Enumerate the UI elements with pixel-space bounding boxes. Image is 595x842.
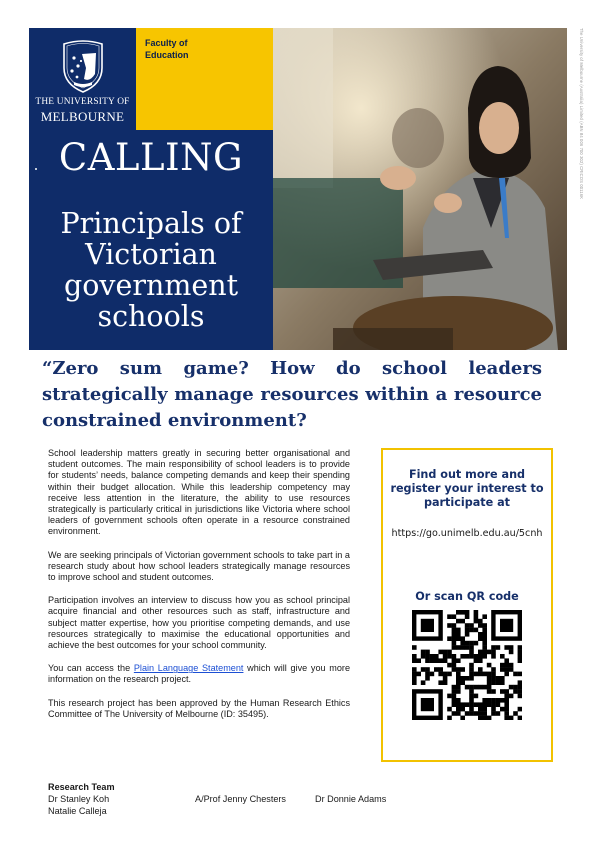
faculty-line2: Education <box>145 50 189 60</box>
faculty-line1: Faculty of <box>145 38 188 48</box>
research-question: “Zero sum game? How do school leaders strategically manage resources within a resource constrained environment? <box>42 358 542 431</box>
header-banner <box>29 28 567 350</box>
target-line2: Victorian <box>85 238 217 271</box>
faculty-panel <box>136 28 273 130</box>
scan-qr-label: Or scan QR code <box>415 590 519 603</box>
team-member: Dr Stanley Koh <box>48 794 110 804</box>
pls-text-after: which will give you more information on the research project. <box>48 663 351 685</box>
cta-line1: Find out more and <box>408 468 526 481</box>
body-text <box>48 448 350 732</box>
university-name-line2: MELBOURNE <box>40 109 125 124</box>
target-line1: Principals of <box>60 207 242 240</box>
pls-text-before: You can access the <box>48 663 134 674</box>
university-name-line1: THE UNIVERSITY OF <box>35 97 130 107</box>
research-team <box>48 782 468 816</box>
qr-code-icon[interactable] <box>412 610 522 720</box>
team-member: Dr Donnie Adams <box>315 794 387 804</box>
faculty-label <box>145 37 189 61</box>
cta-line3: participate at <box>423 496 510 509</box>
cta-heading <box>383 468 551 510</box>
navy-panel <box>29 28 273 350</box>
call-to-action-box <box>381 448 553 762</box>
cta-line2: register your interest to <box>390 482 544 495</box>
team-member: A/Prof Jenny Chesters <box>195 794 286 804</box>
paragraph-pls <box>48 663 350 685</box>
target-line3: government <box>63 269 239 302</box>
vertical-fine-print: The University of Melbourne (Australia) Limited (ABN 84 006 700 302) CRICOS 00116K <box>579 28 584 200</box>
paragraph-participation: Participation involves an interview to discuss how you as school principal acquire financial and other resources such as staff, infrastructure and subject matter expertise, how you prioritise competing demands, and use resources strategically to maximise the educational opportunities and achieve the best outcomes for your school community. <box>48 595 350 651</box>
team-member: Natalie Calleja <box>48 806 107 816</box>
research-team-heading: Research Team <box>48 782 115 792</box>
registration-url-link[interactable]: https://go.unimelb.edu.au/5cnh <box>391 528 543 539</box>
paragraph-intro: School leadership matters greatly in securing better organisational and student outcomes. The main responsibility of school leaders is to provide for students’ needs, balance competing demands and keep their spending within their budget allocation. While this leadership competency may receive less attention in the literature, the ability to use resources strategically is particularly critical in jurisdictions like Victoria where school leaders of government schools often operate in a resource constrained environment. <box>48 448 350 537</box>
crest-icon <box>60 38 106 94</box>
plain-language-statement-link[interactable]: Plain Language Statement <box>133 663 244 674</box>
paragraph-seeking: We are seeking principals of Victorian government schools to take part in a research study about how school leaders strategically manage resources to improve school and student outcomes. <box>48 549 350 583</box>
hero-photo <box>273 28 567 350</box>
target-audience-heading <box>29 208 273 332</box>
university-logo <box>29 28 136 130</box>
photo-illustration <box>273 28 567 350</box>
calling-headline: CALLING <box>58 136 244 179</box>
paragraph-ethics: This research project has been approved by the Human Research Ethics Committee of The University of Melbourne (ID: 35495). <box>48 697 350 719</box>
target-line4: schools <box>97 300 205 333</box>
